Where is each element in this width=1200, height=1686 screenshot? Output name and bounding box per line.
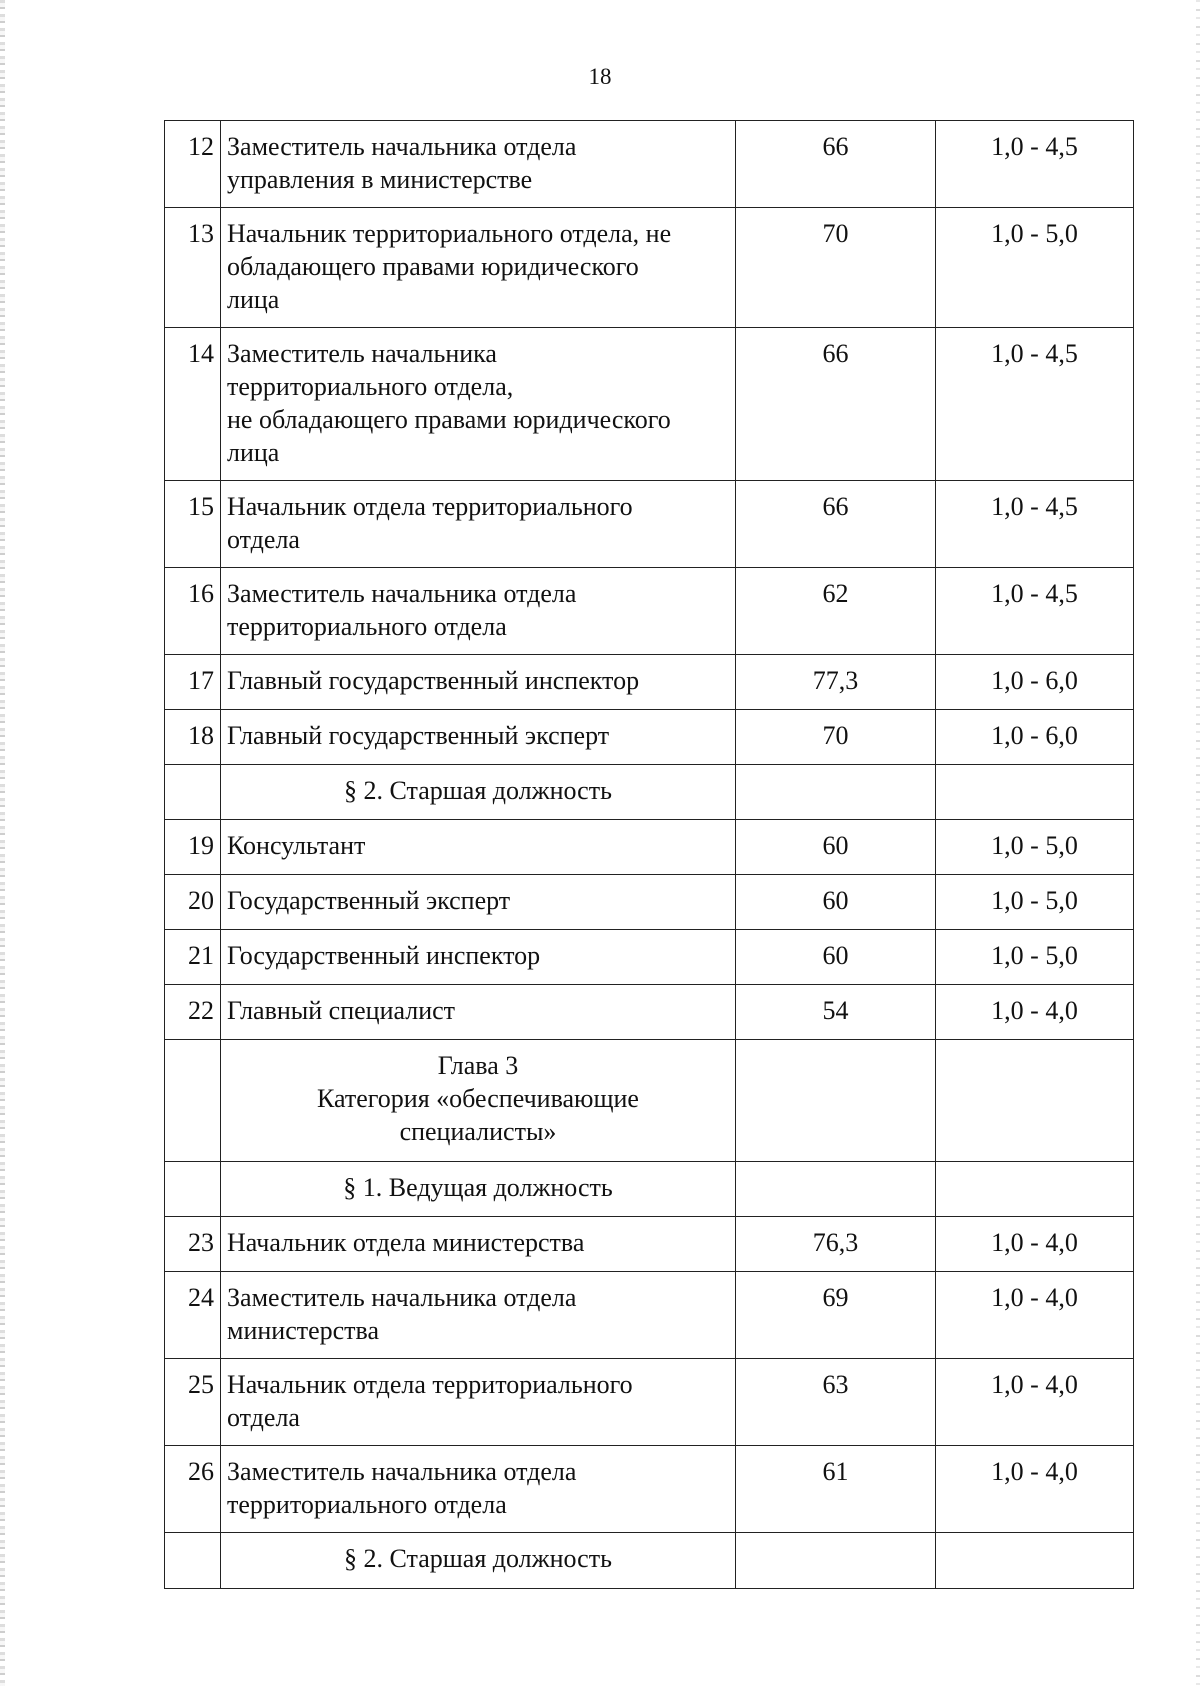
coefficient-range: 1,0 - 4,5 xyxy=(936,121,1134,208)
coefficient-range: 1,0 - 5,0 xyxy=(936,875,1134,930)
salary-value-empty xyxy=(736,1533,936,1589)
position-title xyxy=(221,1446,736,1533)
section-heading-line: Категория «обеспечивающие xyxy=(317,1084,639,1113)
position-title xyxy=(221,820,736,875)
table-row xyxy=(165,1359,1134,1446)
section-row xyxy=(165,765,1134,820)
coefficient-range: 1,0 - 4,5 xyxy=(936,481,1134,568)
position-title xyxy=(221,1217,736,1272)
coefficient-range: 1,0 - 4,0 xyxy=(936,1446,1134,1533)
table-row xyxy=(165,985,1134,1040)
table-row xyxy=(165,655,1134,710)
coefficient-range: 1,0 - 5,0 xyxy=(936,820,1134,875)
salary-value-empty xyxy=(736,1040,936,1162)
section-heading-line: § 2. Старшая должность xyxy=(344,776,612,805)
salary-value: 60 xyxy=(736,875,936,930)
coefficient-range: 1,0 - 4,0 xyxy=(936,1217,1134,1272)
position-title-line: Заместитель начальника отдела xyxy=(227,579,577,608)
row-number: 19 xyxy=(165,820,221,875)
position-title xyxy=(221,208,736,328)
section-heading xyxy=(221,1533,736,1589)
position-title-line: Консультант xyxy=(227,831,366,860)
position-title-line: Начальник отдела министерства xyxy=(227,1228,585,1257)
position-title-line: Главный государственный эксперт xyxy=(227,721,610,750)
position-title xyxy=(221,875,736,930)
salary-value: 66 xyxy=(736,121,936,208)
coefficient-range: 1,0 - 4,5 xyxy=(936,568,1134,655)
row-number: 22 xyxy=(165,985,221,1040)
salary-value: 77,3 xyxy=(736,655,936,710)
row-number-empty xyxy=(165,1040,221,1162)
salary-value: 62 xyxy=(736,568,936,655)
row-number: 12 xyxy=(165,121,221,208)
salary-value: 66 xyxy=(736,481,936,568)
salary-value: 54 xyxy=(736,985,936,1040)
position-title xyxy=(221,328,736,481)
page-number: 18 xyxy=(588,64,612,89)
position-title-line: обладающего правами юридического xyxy=(227,252,639,281)
table-row xyxy=(165,1217,1134,1272)
position-title-line: управления в министерстве xyxy=(227,165,533,194)
coefficient-range: 1,0 - 4,5 xyxy=(936,328,1134,481)
row-number: 25 xyxy=(165,1359,221,1446)
table-row xyxy=(165,875,1134,930)
position-title xyxy=(221,985,736,1040)
position-title-line: Заместитель начальника отдела xyxy=(227,1457,577,1486)
section-row xyxy=(165,1533,1134,1589)
position-title-line: Заместитель начальника отдела xyxy=(227,1283,577,1312)
section-heading xyxy=(221,765,736,820)
section-row xyxy=(165,1162,1134,1217)
salary-value: 76,3 xyxy=(736,1217,936,1272)
position-title xyxy=(221,1359,736,1446)
scan-edge-right xyxy=(1196,0,1200,1686)
position-title xyxy=(221,655,736,710)
coefficient-range: 1,0 - 4,0 xyxy=(936,1272,1134,1359)
table-row xyxy=(165,568,1134,655)
coefficient-empty xyxy=(936,1040,1134,1162)
position-title xyxy=(221,930,736,985)
row-number: 23 xyxy=(165,1217,221,1272)
section-heading xyxy=(221,1162,736,1217)
position-title xyxy=(221,568,736,655)
section-heading-line: § 2. Старшая должность xyxy=(344,1544,612,1573)
section-heading xyxy=(221,1040,736,1162)
position-title xyxy=(221,481,736,568)
table-row xyxy=(165,481,1134,568)
row-number: 15 xyxy=(165,481,221,568)
position-table xyxy=(164,120,1134,1589)
position-title-line: отдела xyxy=(227,1403,300,1432)
row-number-empty xyxy=(165,765,221,820)
row-number: 20 xyxy=(165,875,221,930)
position-title-line: Начальник отдела территориального xyxy=(227,492,633,521)
table-row xyxy=(165,1446,1134,1533)
coefficient-range: 1,0 - 6,0 xyxy=(936,655,1134,710)
coefficient-range: 1,0 - 4,0 xyxy=(936,1359,1134,1446)
coefficient-empty xyxy=(936,765,1134,820)
row-number-empty xyxy=(165,1162,221,1217)
table-row xyxy=(165,930,1134,985)
position-title-line: территориального отдела, xyxy=(227,372,514,401)
salary-value: 70 xyxy=(736,710,936,765)
coefficient-empty xyxy=(936,1162,1134,1217)
table-row xyxy=(165,710,1134,765)
table-row xyxy=(165,208,1134,328)
coefficient-range: 1,0 - 5,0 xyxy=(936,208,1134,328)
salary-value: 61 xyxy=(736,1446,936,1533)
table-row xyxy=(165,1272,1134,1359)
position-table-body xyxy=(165,121,1134,1589)
coefficient-range: 1,0 - 5,0 xyxy=(936,930,1134,985)
row-number: 14 xyxy=(165,328,221,481)
row-number-empty xyxy=(165,1533,221,1589)
position-title-line: Главный государственный инспектор xyxy=(227,666,640,695)
position-title-line: Государственный инспектор xyxy=(227,941,541,970)
row-number: 18 xyxy=(165,710,221,765)
section-heading-line: § 1. Ведущая должность xyxy=(343,1173,613,1202)
position-title-line: Государственный эксперт xyxy=(227,886,511,915)
salary-value-empty xyxy=(736,1162,936,1217)
salary-value-empty xyxy=(736,765,936,820)
position-title-line: Начальник территориального отдела, не xyxy=(227,219,672,248)
table-row xyxy=(165,820,1134,875)
section-row xyxy=(165,1040,1134,1162)
salary-value: 70 xyxy=(736,208,936,328)
section-heading-line: Глава 3 xyxy=(437,1051,519,1080)
position-title xyxy=(221,121,736,208)
salary-value: 60 xyxy=(736,820,936,875)
coefficient-range: 1,0 - 6,0 xyxy=(936,710,1134,765)
position-title xyxy=(221,1272,736,1359)
table-row xyxy=(165,121,1134,208)
salary-value: 69 xyxy=(736,1272,936,1359)
position-title-line: министерства xyxy=(227,1316,380,1345)
row-number: 16 xyxy=(165,568,221,655)
position-title-line: Заместитель начальника отдела xyxy=(227,132,577,161)
coefficient-empty xyxy=(936,1533,1134,1589)
position-title-line: территориального отдела xyxy=(227,1490,507,1519)
salary-value: 60 xyxy=(736,930,936,985)
row-number: 17 xyxy=(165,655,221,710)
position-title-line: Начальник отдела территориального xyxy=(227,1370,633,1399)
salary-value: 63 xyxy=(736,1359,936,1446)
position-title-line: Главный специалист xyxy=(227,996,456,1025)
row-number: 24 xyxy=(165,1272,221,1359)
position-title-line: лица xyxy=(227,285,280,314)
position-title-line: не обладающего правами юридического xyxy=(227,405,671,434)
row-number: 26 xyxy=(165,1446,221,1533)
salary-value: 66 xyxy=(736,328,936,481)
position-title-line: Заместитель начальника xyxy=(227,339,497,368)
position-title-line: территориального отдела xyxy=(227,612,507,641)
section-heading-line: специалисты» xyxy=(399,1117,557,1146)
position-title-line: лица xyxy=(227,438,280,467)
scan-edge-left xyxy=(0,0,5,1686)
table-row xyxy=(165,328,1134,481)
row-number: 21 xyxy=(165,930,221,985)
coefficient-range: 1,0 - 4,0 xyxy=(936,985,1134,1040)
position-title xyxy=(221,710,736,765)
row-number: 13 xyxy=(165,208,221,328)
position-title-line: отдела xyxy=(227,525,300,554)
